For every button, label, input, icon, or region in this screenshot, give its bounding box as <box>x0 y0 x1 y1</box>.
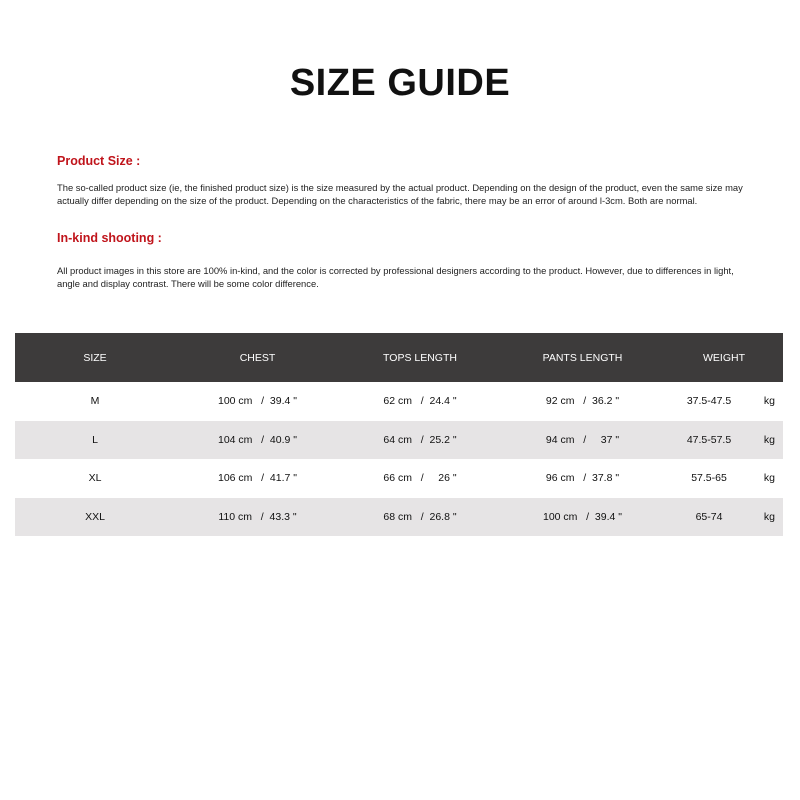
product-size-text: The so-called product size (ie, the finished product size) is the size measured by the actual product. Depending on the design of the product, even the same size may actually differ depending on the size of the product. Depending on the characteristics of the fabric, there may be an error of around l-3cm. Both are normal. <box>57 182 743 206</box>
weight-unit: kg <box>763 395 775 408</box>
weight-value: 37.5-47.5 <box>686 395 732 408</box>
table-row <box>15 382 783 421</box>
size-cell: L <box>92 433 98 446</box>
chest-cell: 104 cm / 40.9 " <box>217 433 298 446</box>
weight-unit: kg <box>763 472 775 485</box>
pants-length-cell: 92 cm / 36.2 " <box>545 395 620 408</box>
in-kind-shooting-text: All product images in this store are 100% in-kind, and the color is corrected by professional designers according to the product. However, due to differences in light, angle and display contrast. There will be some color difference. <box>57 265 734 289</box>
size-table <box>15 333 783 536</box>
chest-cell: 106 cm / 41.7 " <box>217 472 298 485</box>
tops-length-cell: 68 cm / 26.8 " <box>383 510 457 523</box>
weight-cell <box>665 421 783 460</box>
weight-value: 47.5-57.5 <box>686 433 732 446</box>
pants-length-cell: 94 cm / 37 " <box>545 433 620 446</box>
pants-length-cell: 100 cm / 39.4 " <box>542 510 623 523</box>
size-cell: M <box>90 395 100 408</box>
in-kind-shooting-label: In-kind shooting : <box>57 231 162 245</box>
weight-value: 65-74 <box>695 510 723 523</box>
tops-length-cell: 66 cm / 26 " <box>383 472 457 485</box>
weight-cell <box>665 382 783 421</box>
weight-cell <box>665 498 783 537</box>
size-cell: XL <box>88 472 102 485</box>
header-tops-length: TOPS LENGTH <box>383 351 457 364</box>
chest-cell: 110 cm / 43.3 " <box>218 510 297 523</box>
tops-length-cell: 62 cm / 24.4 " <box>383 395 457 408</box>
header-weight: WEIGHT <box>703 351 745 364</box>
size-cell: XXL <box>85 510 105 523</box>
table-row <box>15 421 783 460</box>
header-chest: CHEST <box>239 351 276 364</box>
product-size-label: Product Size : <box>57 154 141 168</box>
table-row <box>15 459 783 498</box>
chest-cell: 100 cm / 39.4 " <box>217 395 298 408</box>
pants-length-cell: 96 cm / 37.8 " <box>545 472 620 485</box>
table-row <box>15 498 783 537</box>
page-title: SIZE GUIDE <box>289 62 511 104</box>
weight-cell <box>665 459 783 498</box>
header-pants-length: PANTS LENGTH <box>542 351 623 364</box>
tops-length-cell: 64 cm / 25.2 " <box>383 433 457 446</box>
header-size: SIZE <box>83 351 107 364</box>
weight-unit: kg <box>763 433 775 446</box>
table-header-row <box>15 333 783 382</box>
weight-value: 57.5-65 <box>691 472 727 485</box>
weight-unit: kg <box>763 510 775 523</box>
